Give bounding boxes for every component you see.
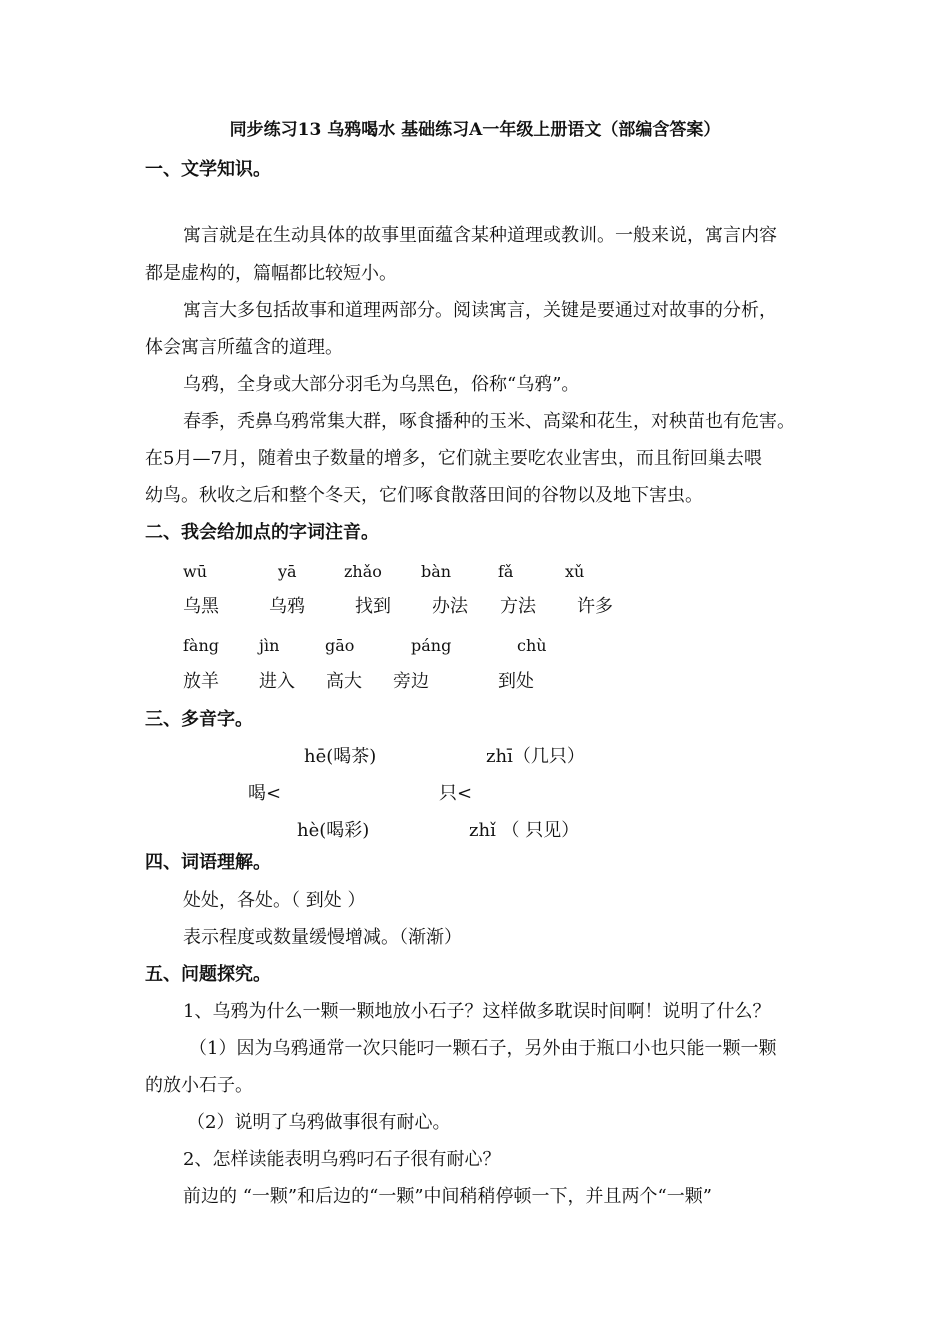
word: 许多 bbox=[577, 596, 613, 617]
vocabulary-item: 表示程度或数量缓慢增减。（渐渐） bbox=[183, 927, 462, 948]
question: 1、乌鸦为什么一颗一颗地放小石子？这样做多耽误时间啊！说明了什么？ bbox=[183, 1001, 771, 1022]
polyphone-reading: hè(喝彩) bbox=[297, 820, 370, 841]
answer: （1）因为乌鸦通常一次只能叼一颗石子，另外由于瓶口小也只能一颗一颗 bbox=[189, 1038, 777, 1059]
word: 放羊 bbox=[183, 671, 219, 692]
vocabulary-item: 处处，各处。（ 到处 ） bbox=[183, 890, 366, 911]
section-heading-literature: 一、文学知识。 bbox=[145, 159, 271, 180]
word: 办法 bbox=[432, 596, 468, 617]
pinyin: xǔ bbox=[565, 562, 585, 581]
answer: 前边的 “一颗”和后边的“一颗”中间稍稍停顿一下，并且两个“一颗” bbox=[183, 1186, 712, 1207]
answer: （2）说明了乌鸦做事很有耐心。 bbox=[187, 1112, 451, 1133]
pinyin: bàn bbox=[421, 562, 452, 581]
pinyin: fàng bbox=[183, 636, 220, 655]
pinyin: chù bbox=[517, 636, 547, 655]
polyphone-char: 只< bbox=[439, 783, 473, 804]
polyphone-reading: zhǐ （ 只见） bbox=[469, 820, 580, 841]
paragraph-text: 寓言大多包括故事和道理两部分。阅读寓言，关键是要通过对故事的分析， bbox=[183, 300, 777, 321]
section-heading-pinyin: 二、我会给加点的字词注音。 bbox=[145, 522, 379, 543]
pinyin: wū bbox=[183, 562, 207, 581]
section-heading-vocabulary: 四、词语理解。 bbox=[145, 852, 271, 873]
word: 找到 bbox=[355, 596, 391, 617]
pinyin: páng bbox=[411, 636, 452, 655]
paragraph-text: 寓言就是在生动具体的故事里面蕴含某种道理或教训。一般来说，寓言内容 bbox=[183, 225, 777, 246]
word: 高大 bbox=[326, 671, 362, 692]
paragraph-text: 春季，秃鼻乌鸦常集大群，啄食播种的玉米、高粱和花生，对秧苗也有危害。 bbox=[183, 411, 795, 432]
word: 进入 bbox=[259, 671, 295, 692]
word: 乌黑 bbox=[183, 596, 219, 617]
paragraph-text: 体会寓言所蕴含的道理。 bbox=[145, 337, 343, 358]
word: 乌鸦 bbox=[269, 596, 305, 617]
pinyin: gāo bbox=[325, 636, 355, 655]
word: 方法 bbox=[500, 596, 536, 617]
section-heading-polyphone: 三、多音字。 bbox=[145, 709, 253, 730]
polyphone-reading: hē(喝茶) bbox=[304, 746, 377, 767]
paragraph-text: 乌鸦，全身或大部分羽毛为乌黑色，俗称“乌鸦”。 bbox=[183, 374, 580, 395]
paragraph-text: 都是虚构的，篇幅都比较短小。 bbox=[145, 263, 397, 284]
polyphone-reading: zhī（几只） bbox=[486, 746, 585, 767]
pinyin: yā bbox=[278, 562, 297, 581]
paragraph-text: 在5月—7月，随着虫子数量的增多，它们就主要吃农业害虫，而且衔回巢去喂 bbox=[145, 448, 762, 469]
paragraph-text: 幼鸟。秋收之后和整个冬天，它们啄食散落田间的谷物以及地下害虫。 bbox=[145, 485, 703, 506]
pinyin: jìn bbox=[259, 636, 280, 655]
polyphone-char: 喝< bbox=[248, 783, 282, 804]
pinyin: zhǎo bbox=[344, 562, 382, 581]
page-title: 同步练习13 乌鸦喝水 基础练习A一年级上册语文（部编含答案） bbox=[229, 120, 721, 140]
answer: 的放小石子。 bbox=[145, 1075, 253, 1096]
pinyin: fǎ bbox=[498, 562, 514, 581]
section-heading-inquiry: 五、问题探究。 bbox=[145, 964, 271, 985]
word: 旁边 bbox=[393, 671, 429, 692]
word: 到处 bbox=[498, 671, 534, 692]
question: 2、怎样读能表明乌鸦叼石子很有耐心？ bbox=[183, 1149, 501, 1170]
